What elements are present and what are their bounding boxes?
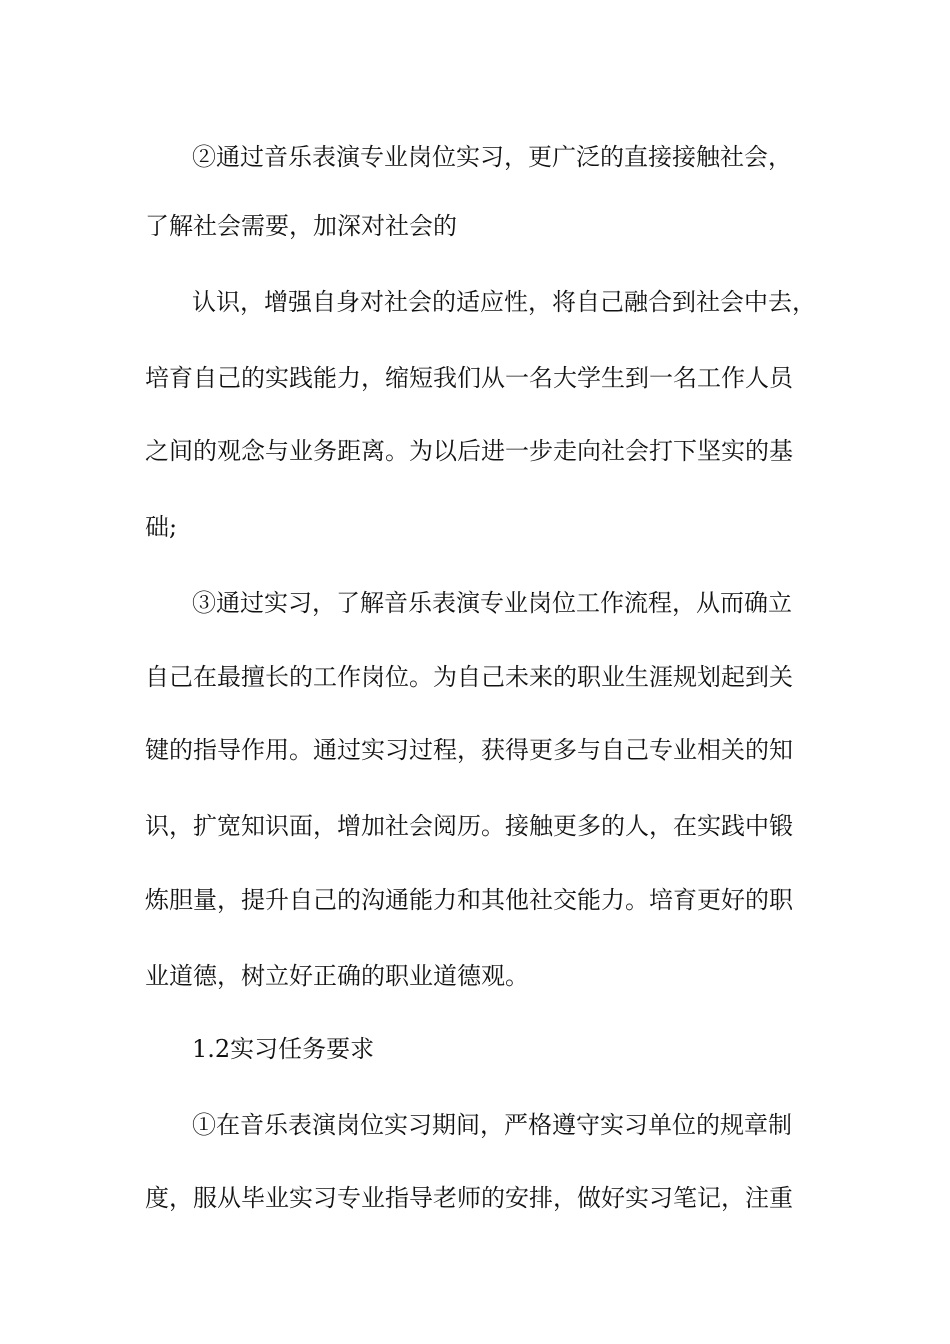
- paragraph-line: 自己在最擅长的工作岗位。为自己未来的职业生涯规划起到关: [145, 663, 793, 691]
- section-heading: 1.2实习任务要求: [192, 1035, 375, 1063]
- paragraph-line: 础;: [145, 513, 178, 541]
- paragraph-line: 认识，增强自身对社会的适应性，将自己融合到社会中去，: [192, 288, 816, 316]
- paragraph-line: 业道德，树立好正确的职业道德观。: [145, 962, 529, 990]
- paragraph-line: ①在音乐表演岗位实习期间，严格遵守实习单位的规章制: [192, 1111, 792, 1139]
- paragraph-line: 度，服从毕业实习专业指导老师的安排，做好实习笔记，注重: [145, 1184, 793, 1212]
- paragraph-line: 键的指导作用。通过实习过程，获得更多与自己专业相关的知: [145, 736, 793, 764]
- paragraph-line: 培育自己的实践能力，缩短我们从一名大学生到一名工作人员: [145, 364, 793, 392]
- paragraph-line: 识，扩宽知识面，增加社会阅历。接触更多的人，在实践中锻: [145, 812, 793, 840]
- paragraph-line: 之间的观念与业务距离。为以后进一步走向社会打下坚实的基: [145, 437, 793, 465]
- paragraph-line: 炼胆量，提升自己的沟通能力和其他社交能力。培育更好的职: [145, 886, 793, 914]
- paragraph-line: ②通过音乐表演专业岗位实习，更广泛的直接接触社会，: [192, 143, 792, 171]
- paragraph-line: ③通过实习，了解音乐表演专业岗位工作流程，从而确立: [192, 589, 792, 617]
- paragraph-line: 了解社会需要，加深对社会的: [145, 212, 457, 240]
